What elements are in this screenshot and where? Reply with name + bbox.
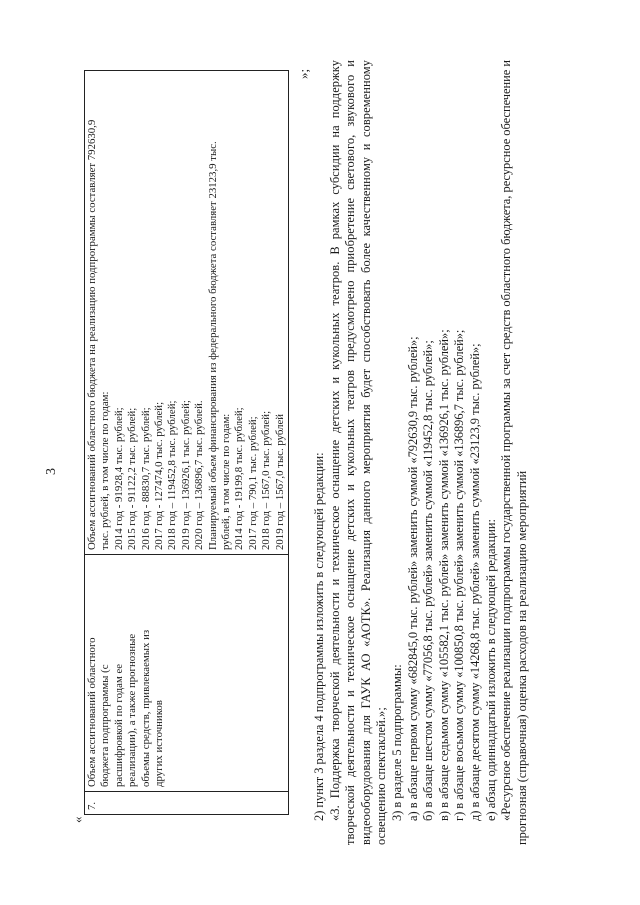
- row-name-line: расшифровкой по годам ее: [112, 663, 125, 787]
- value-line: тыс. рублей, в том числе по годам:: [99, 391, 112, 550]
- opening-quote: «: [70, 816, 85, 823]
- value-line: 2016 год - 88830,7 тыс. рублей;: [139, 407, 152, 550]
- value-line: 2017 год – 790,1 тыс. рублей;: [246, 416, 259, 550]
- list-item: в) в абзаце седьмом сумму «105582,1 тыс. рублей» заменить суммой «136926,1 тыс. рублей»;: [436, 329, 451, 821]
- row-name-line: Объем ассигнований областного: [86, 637, 98, 787]
- paragraph: 2) пункт 3 раздела 4 подпрограммы изложить в следующей редакции:: [312, 452, 326, 821]
- value-line: 2019 год – 136926,1 тыс. рублей;: [179, 400, 192, 550]
- list-item: б) в абзаце шестом сумму «77056,8 тыс. рублей» заменить суммой «119452,8 тыс. рублей»;: [421, 340, 436, 821]
- row-name-line: объемы средств, привлекаемых из: [139, 629, 152, 787]
- table-row: [85, 71, 289, 815]
- list-item: г) в абзаце восьмом сумму «100850,8 тыс. рублей» заменить суммой «136896,7 тыс. рублей»;: [452, 329, 467, 821]
- value-line: 2014 год - 91928,4 тыс. рублей;: [112, 407, 125, 550]
- paragraph: «3. Поддержка творческой деятельности и техническое оснащение детских и кукольных театров. В рамках субсидии на поддержку творческой деятельности и техническое оснащение детских и кукольных театров предусмотрено приобретение светового, звукового и видеооборудования для ГАУК АО «АОТК». Реализация данного мероприятия будет способствовать более качественному и современному освещению спектаклей.»;: [327, 60, 389, 845]
- value-line: 2015 год - 91122,2 тыс. рублей;: [126, 407, 139, 550]
- row-number: 7.: [85, 792, 289, 815]
- value-line: Объем ассигнований областного бюджета на реализацию подпрограммы составляет 792630,9: [86, 119, 98, 550]
- program-table: [84, 70, 289, 815]
- closing-quote: »;: [296, 68, 311, 79]
- value-line: 2017 год - 127474,0 тыс. рублей;: [153, 401, 166, 550]
- value-line: 2019 год – 1567,0 тыс. рублей: [273, 413, 286, 550]
- value-line: рублей, в том числе по годам:: [220, 413, 233, 550]
- page-number: 3: [44, 468, 59, 475]
- list-item: д) в абзаце десятом сумму «14268,8 тыс. рублей» заменить суммой «23123,9 тыс. рублей»;: [467, 343, 482, 821]
- value-line: Планируемый объем финансирования из федерального бюджета составляет 23123,9 тыс.: [206, 141, 219, 550]
- list-item: е) абзац одиннадцатый изложить в следующей редакции:: [483, 519, 498, 821]
- value-line: 2020 год – 136896,7 тыс. рублей.: [193, 400, 206, 550]
- document-body: [312, 60, 530, 845]
- row-name-cell: [85, 555, 289, 792]
- row-value-cell: [85, 71, 289, 555]
- paragraph: «Ресурсное обеспечение реализации подпрограммы государственной программы за счет средств областного бюджета, ресурсное обеспечение и прогнозная (справочная) оценка расходов на реализацию мероприятий: [499, 60, 529, 845]
- value-line: 2018 год – 119452,8 тыс. рублей;: [166, 400, 179, 550]
- list-item: а) в абзаце первом сумму «682845,0 тыс. рублей» заменить суммой «792630,9 тыс. рублей»;: [405, 336, 420, 821]
- value-line: 2018 год – 1567,0 тыс. рублей;: [260, 410, 273, 550]
- row-name-line: других источников: [153, 700, 166, 787]
- paragraph: 3) в разделе 5 подпрограммы:: [389, 664, 404, 821]
- row-name-line: бюджета подпрограммы (с: [99, 664, 112, 787]
- value-line: 2014 год - 19199,8 тыс. рублей;: [233, 407, 246, 550]
- row-name-line: реализации), а также прогнозные: [126, 633, 139, 787]
